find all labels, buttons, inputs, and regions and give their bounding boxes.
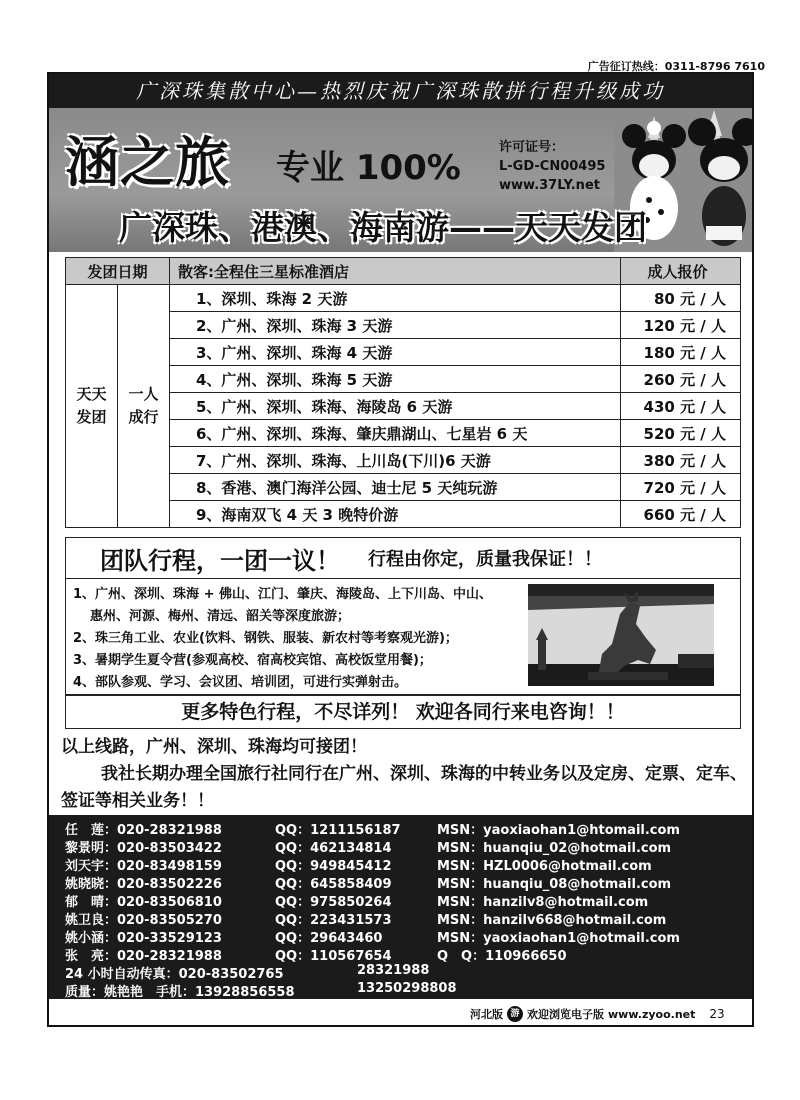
contact-msn[interactable]: MSN：hanzilv668@hotmail.com <box>437 913 667 928</box>
page-number: 23 <box>709 1007 725 1021</box>
route-name: 7、广州、深圳、珠海、上川岛(下川)6 天游 <box>170 447 621 474</box>
route-name: 1、深圳、珠海 2 天游 <box>170 285 621 312</box>
edition-label: 河北版 <box>470 1008 503 1021</box>
banner <box>49 108 752 252</box>
list-item: 1、广州、深圳、珠海 + 佛山、江门、肇庆、海陵岛、上下川岛、中山、 <box>73 587 492 602</box>
page-footer <box>470 1006 740 1022</box>
contact-msn[interactable]: Q Q：110966650 <box>437 949 567 964</box>
route-price: 80 元 / 人 <box>621 285 741 312</box>
contact-phone[interactable]: 姚晓晓：020-83502226 <box>65 877 222 892</box>
contact-msn[interactable]: MSN：hanzilv8@hotmail.com <box>437 895 649 910</box>
quality-contact[interactable]: 质量：姚艳艳 手机：13928856558 <box>65 985 295 1000</box>
team-tour-subtitle: 行程由你定，质量我保证！！ <box>368 549 602 570</box>
route-price: 720 元 / 人 <box>621 474 741 501</box>
pickup-note: 以上线路，广州、深圳、珠海均可接团！ <box>61 737 367 757</box>
solo-travel-label: 一人成行 <box>118 285 170 528</box>
daily-departure-label: 天天发团 <box>66 285 118 528</box>
ad-frame <box>47 72 754 1027</box>
contact-qq[interactable]: QQ：949845412 <box>275 859 392 874</box>
transfer-service-note: 我社长期办理全国旅行社同行在广州、深圳、珠海的中转业务以及定房、定票、定车、签证等相关业务！！ <box>61 764 747 811</box>
contact-phone[interactable]: 郁 晴：020-83506810 <box>65 895 222 910</box>
price-table <box>65 257 741 528</box>
goat-statue-photo <box>528 584 714 686</box>
contact-phone[interactable]: 姚卫良：020-83505270 <box>65 913 222 928</box>
contact-qq[interactable]: QQ：645858409 <box>275 877 392 892</box>
fax-number-2[interactable]: 28321988 <box>357 963 430 978</box>
route-price: 430 元 / 人 <box>621 393 741 420</box>
contact-qq[interactable]: QQ：29643460 <box>275 931 383 946</box>
route-name: 5、广州、深圳、珠海、海陵岛 6 天游 <box>170 393 621 420</box>
contact-phone[interactable]: 刘天宇：020-83498159 <box>65 859 222 874</box>
list-item: 惠州、河源、梅州、清远、韶关等深度旅游； <box>90 609 351 624</box>
list-item: 3、暑期学生夏令营(参观高校、宿高校宾馆、高校饭堂用餐)； <box>73 653 432 668</box>
fax-number[interactable]: 24 小时自动传真：020-83502765 <box>65 967 284 982</box>
contact-phone[interactable]: 任 莲：020-28321988 <box>65 823 222 838</box>
contact-qq[interactable]: QQ：223431573 <box>275 913 392 928</box>
contact-phone[interactable]: 张 亮：020-28321988 <box>65 949 222 964</box>
banner-slogan: 广深珠、港澳、海南游——天天发团 <box>119 208 647 247</box>
route-name: 4、广州、深圳、珠海 5 天游 <box>170 366 621 393</box>
team-tour-details <box>65 579 741 695</box>
list-item: 2、珠三角工业、农业(饮料、钢铁、服装、新农村等考察观光游)； <box>73 631 458 646</box>
contact-msn[interactable]: MSN：yaoxiaohan1@htomail.com <box>437 823 680 838</box>
route-price: 380 元 / 人 <box>621 447 741 474</box>
contact-qq[interactable]: QQ：462134814 <box>275 841 392 856</box>
ad-hotline: 广告征订热线：0311-8796 7610 <box>587 60 765 73</box>
license-number: L-GD-CN00495 <box>499 159 606 174</box>
contact-qq[interactable]: QQ：975850264 <box>275 895 392 910</box>
contact-msn[interactable]: MSN：yaoxiaohan1@hotmail.com <box>437 931 680 946</box>
team-tour-list <box>73 584 533 694</box>
table-row <box>66 285 741 312</box>
table-header-row <box>66 258 741 285</box>
contact-phone[interactable]: 黎景明：020-83503422 <box>65 841 222 856</box>
route-name: 6、广州、深圳、珠海、肇庆鼎湖山、七星岩 6 天 <box>170 420 621 447</box>
quality-phone-2[interactable]: 13250298808 <box>357 981 457 996</box>
pro-label: 专业 100% <box>276 148 461 188</box>
contact-msn[interactable]: MSN：huanqiu_02@hotmail.com <box>437 841 672 856</box>
license-block <box>499 138 605 195</box>
contact-msn[interactable]: MSN：HZL0006@hotmail.com <box>437 859 652 874</box>
route-price: 520 元 / 人 <box>621 420 741 447</box>
contact-qq[interactable]: QQ：110567654 <box>275 949 392 964</box>
route-price: 260 元 / 人 <box>621 366 741 393</box>
contact-msn[interactable]: MSN：huanqiu_08@hotmail.com <box>437 877 672 892</box>
header-route: 散客:全程住三星标准酒店 <box>170 258 621 285</box>
list-item: 4、部队参观、学习、会议团、培训团，可进行实弹射击。 <box>73 675 408 690</box>
top-title-bar: 广深珠集散中心—热烈庆祝广深珠散拼行程升级成功 <box>49 74 752 108</box>
magazine-logo-icon: 游 <box>507 1006 523 1022</box>
route-price: 180 元 / 人 <box>621 339 741 366</box>
route-price: 660 元 / 人 <box>621 501 741 528</box>
contact-phone[interactable]: 姚小涵：020-33529123 <box>65 931 222 946</box>
team-tour-banner <box>65 537 741 579</box>
more-routes-banner: 更多特色行程，不尽详列！ 欢迎各同行来电咨询！！ <box>65 695 741 729</box>
route-name: 2、广州、深圳、珠海 3 天游 <box>170 312 621 339</box>
license-label: 许可证号： <box>499 140 565 155</box>
service-notes <box>61 734 751 815</box>
header-date: 发团日期 <box>66 258 170 285</box>
footer-text: 欢迎浏览电子版 <box>527 1008 604 1021</box>
brand-logo: 涵之旅 <box>65 131 230 194</box>
header-price: 成人报价 <box>621 258 741 285</box>
team-tour-title: 团队行程，一团一议！ <box>100 546 340 575</box>
route-name: 8、香港、澳门海洋公园、迪士尼 5 天纯玩游 <box>170 474 621 501</box>
contact-panel <box>49 815 752 999</box>
route-name: 3、广州、深圳、珠海 4 天游 <box>170 339 621 366</box>
route-name: 9、海南双飞 4 天 3 晚特价游 <box>170 501 621 528</box>
website-link[interactable]: www.37LY.net <box>499 178 600 193</box>
footer-url[interactable]: www.zyoo.net <box>608 1007 696 1021</box>
route-price: 120 元 / 人 <box>621 312 741 339</box>
contact-qq[interactable]: QQ：1211156187 <box>275 823 401 838</box>
